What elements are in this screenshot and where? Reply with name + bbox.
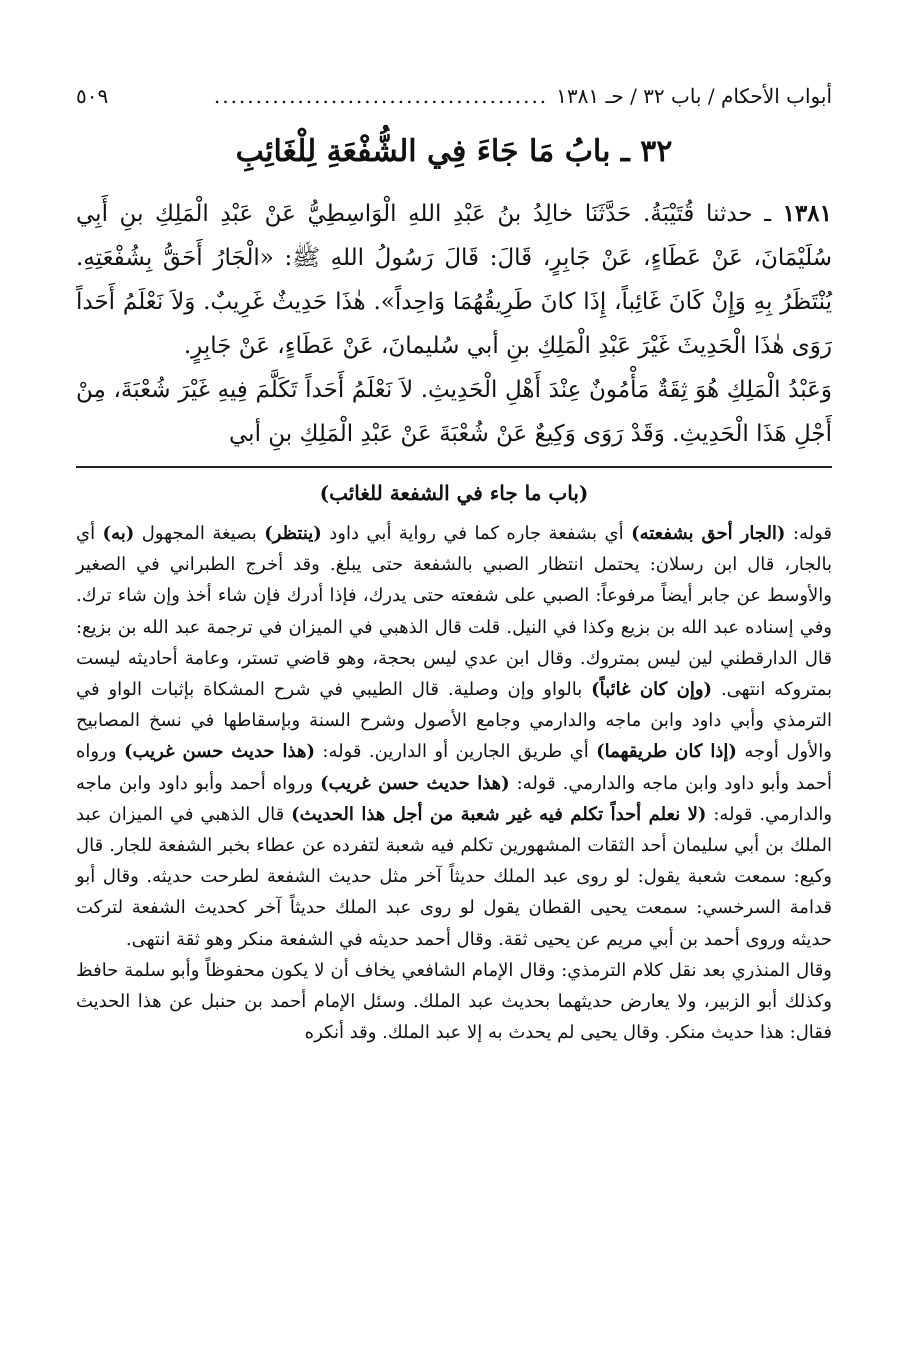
comment-run: ورواه أحمد وأبو داود وابن ماجه والدارمي. قوله:	[76, 772, 833, 825]
commentary-paragraph-1	[76, 518, 832, 955]
comment-run: أي طريق الجارين أو الدارين. قوله:	[314, 741, 597, 763]
comment-quote: (ينتظر)	[264, 523, 322, 544]
comment-run: أي بشفعة جاره كما في رواية أبي داود	[321, 523, 632, 544]
comment-quote: (هذا حديث حسن غريب)	[123, 741, 315, 763]
hadith-text	[76, 192, 832, 456]
header-dots: ........................................	[213, 84, 549, 108]
comment-run: أي بالجار، قال ابن رسلان: يحتمل انتظار الصبي بالشفعة حتى يبلغ. وقد أخرج الطبراني في الصغير والأوسط عن جابر أيضاً مرفوعاً: الصبي على شفعته حتى يدرك، فإذا أدرك فإن شاء أخذ وإن شاء ترك. وفي إسناده عبد الله بن بزيع وكذا في النيل. قلت قال الذهبي في الميزان في ترجمة عبد الله بن بزيع: قال الدارقطني لين ليس بمتروك. وقال ابن عدي ليس بحجة، وهو قاضي تستر، وعامة أحاديثه ليست بمتروكه انتهى.	[76, 523, 832, 701]
commentary-paragraph-2: وقال المنذري بعد نقل كلام الترمذي: وقال الإمام الشافعي يخاف أن لا يكون محفوظاً وأبو سلمة حافظ وكذلك أبو الزبير، ولا يعارض حديثهما بحديث عبد الملك. وسئل الإمام أحمد بن حنبل عن هذا الحديث فقال: هذا حديث منكر. وقال يحيى لم يحدث به إلا عبد الملك. وقد أنكره	[76, 959, 832, 1044]
comment-run: بالواو وإن وصلية. قال الطيبي في شرح المشكاة بإثبات الواو في الترمذي وأبي داود وابن ماجه والدارمي وجامع الأصول وشرح السنة وبإسقاطها في نسخ المصابيح والأول أوجه	[76, 679, 832, 763]
separator-line	[76, 466, 832, 468]
running-header	[76, 80, 832, 120]
hadith-number: ١٣٨١	[782, 200, 832, 227]
chapter-title: ٣٢ ـ بابُ مَا جَاءَ فِي الشُّفْعَةِ لِلْغَائِبِ	[235, 134, 673, 169]
hadith-paragraph-2: وَعَبْدُ الْمَلِكِ هُوَ ثِقَةٌ مَأْمُونٌ عِنْدَ أَهْلِ الْحَدِيثِ. لاَ نَعْلَمُ أَحَداً تَكَلَّمَ فِيهِ غَيْرَ شُعْبَةَ، مِنْ أَجْلِ هَذَا الْحَدِيثِ. وَقَدْ رَوَى وَكِيعٌ عَنْ شُعْبَةَ عَنْ عَبْدِ الْمَلِكِ بنِ أبي	[76, 377, 832, 447]
comment-quote: (به)	[102, 523, 135, 544]
hadith-paragraph-1	[76, 192, 832, 368]
hadith-body-1: ـ حدثنا قُتَيْبَةُ. حَدَّثَنَا خالِدُ بنُ عَبْدِ اللهِ الْوَاسِطِيُّ عَنْ عَبْدِ الْمَلِكِ بنِ أَبِي سُلَيْمَانَ، عَنْ عَطَاءٍ، عَنْ جَابِرٍ، قَالَ: قَالَ رَسُولُ اللهِ ﷺ: «الْجَارُ أَحَقُّ بِشُفْعَتِهِ. يُنْتَظَرُ بِهِ وَإِنْ كَانَ غَائِباً، إِذَا كانَ طَرِيقُهُمَا وَاحِداً». هٰذَا حَدِيثٌ غَرِيبٌ. وَلاَ نَعْلَمُ أَحَداً رَوَى هٰذَا الْحَدِيثَ غَيْرَ عَبْدِ الْمَلِكِ بنِ أبي سُليمانَ، عَنْ عَطَاءٍ، عَنْ جَابِرٍ.	[76, 201, 832, 359]
commentary-text	[76, 518, 832, 1048]
comment-quote: (وإن كان غائباً)	[591, 679, 713, 701]
comment-run: قال الذهبي في الميزان عبد الملك بن أبي سليمان أحد الثقات المشهورين تكلم فيه شعبة لتفرده عن عطاء بخبر الشفعة للجار. قال وكيع: سمعت شعبة يقول: لو روى عبد الملك حديثاً آخر مثل حديث الشفعة لطرحت حديثه. وقال أبو قدامة السرخسي: سمعت يحيى القطان يقول لو روى عبد الملك حديثاً آخر كحديث الشفعة لتركت حديثه وروى أحمد بن أبي مريم عن يحيى ثقة. وقال أحمد حديثه في الشفعة منكر وهو ثقة انتهى.	[76, 803, 832, 950]
comment-run: قوله:	[785, 523, 833, 544]
commentary-title: (باب ما جاء في الشفعة للغائب)	[319, 481, 589, 505]
running-title: أبواب الأحكام / باب ٣٢ / حـ ١٣٨١	[556, 84, 832, 108]
comment-run: بصيغة المجهول	[134, 523, 265, 544]
page-number: ٥٠٩	[76, 84, 109, 108]
comment-quote: (هذا حديث حسن غريب)	[320, 772, 510, 794]
comment-quote: (إذا كان طريقهما)	[596, 741, 737, 763]
comment-run: ورواه أحمد وأبو داود وابن ماجه والدارمي. قوله:	[76, 741, 833, 794]
comment-quote: (لا نعلم أحداً تكلم فيه غير شعبة من أجل هذا الحديث)	[291, 803, 707, 825]
comment-quote: (الجار أحق بشفعته)	[631, 523, 786, 544]
